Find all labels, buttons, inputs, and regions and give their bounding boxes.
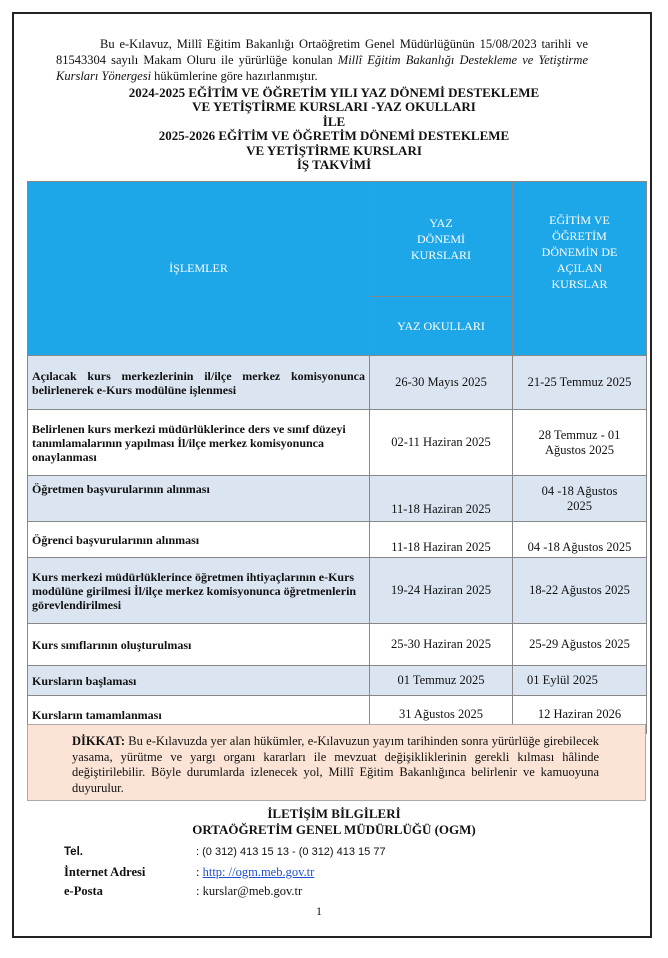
summer-date-cell: 31 Ağustos 2025 [370, 696, 513, 734]
tel-value: : (0 312) 413 15 13 - (0 312) 413 15 77 [196, 846, 386, 858]
operation-cell: Belirlenen kurs merkezi müdürlüklerince ders ve sınıf düzeyi tanımlamalarının yapılması İl/ilçe merkez komisyonunca onaylanması [28, 410, 370, 476]
operation-cell: Kurs merkezi müdürlüklerince öğretmen ihtiyaçlarının e-Kurs modülüne girilmesi İl/ilçe merkez komisyonunca öğretmenlerin görevlendirilmesi [28, 558, 370, 624]
term-date-cell: 18-22 Ağustos 2025 [513, 558, 647, 624]
summer-date-cell: 26-30 Mayıs 2025 [370, 356, 513, 410]
title-line-3: İLE [322, 113, 346, 129]
term-date-cell: 04 -18 Ağustos 2025 [513, 522, 647, 558]
table-row [28, 356, 647, 410]
table-row [28, 624, 647, 666]
mail-label: e-Posta [64, 884, 103, 898]
operation-cell: Öğretmen başvurularının alınması [28, 476, 370, 522]
intro-paragraph [56, 36, 588, 84]
header-term-courses: EĞİTİM VE ÖĞRETİM DÖNEMİN DE AÇILAN KURSLAR [513, 182, 647, 356]
intro-text-1: Bu e-Kılavuz, Millî Eğitim Bakanlığı Ortaöğretim Genel Müdürlüğünün 15/08/2023 tarihli ve 81543304 sayılı Makam Oluru ile yürürlüğe konulan [56, 37, 588, 67]
intro-directive-title: Millî Eğitim Bakanlığı Destekleme ve Yetiştirme Kursları Yönergesi [56, 53, 588, 83]
summer-date-cell: 01 Temmuz 2025 [370, 666, 513, 696]
website-link[interactable]: http: //ogm.meb.gov.tr [202, 865, 315, 879]
title-line-6: İŞ TAKVİMİ [296, 157, 372, 173]
term-date-cell: 28 Temmuz - 01 Ağustos 2025 [513, 410, 647, 476]
term-date-cell: 01 Eylül 2025 [513, 666, 647, 696]
term-date-cell: 25-29 Ağustos 2025 [513, 624, 647, 666]
table-row [28, 410, 647, 476]
schedule-table [27, 181, 647, 734]
term-date-cell: 04 -18 Ağustos 2025 [513, 476, 647, 522]
title-line-1: 2024-2025 EĞİTİM VE ÖĞRETİM YILI YAZ DÖNEMİ DESTEKLEME [128, 85, 540, 100]
table-row [28, 522, 647, 558]
summer-date-cell: 11-18 Haziran 2025 [370, 476, 513, 522]
page-number: 1 [316, 904, 322, 918]
tel-label: Tel. [64, 846, 83, 858]
header-operations: İŞLEMLER [28, 182, 370, 356]
header-row [28, 182, 647, 297]
table-row [28, 476, 647, 522]
operation-cell: Kurs sınıflarının oluşturulması [28, 624, 370, 666]
document-title [40, 86, 628, 172]
title-line-4: 2025-2026 EĞİTİM VE ÖĞRETİM DÖNEMİ DESTEKLEME [158, 128, 510, 144]
intro-text-2: hükümlerine göre hazırlanmıştır. [151, 69, 318, 83]
title-line-5: VE YETİŞTİRME KURSLARI [246, 142, 422, 158]
web-label: İnternet Adresi [64, 865, 146, 879]
contact-title-2: ORTAÖĞRETİM GENEL MÜDÜRLÜĞÜ (OGM) [192, 822, 476, 837]
summer-date-cell: 19-24 Haziran 2025 [370, 558, 513, 624]
operation-cell: Öğrenci başvurularının alınması [28, 522, 370, 558]
contact-heading [40, 806, 628, 838]
title-line-2: VE YETİŞTİRME KURSLARI -YAZ OKULLARI [192, 99, 476, 115]
table-row [28, 666, 647, 696]
notice-text: Bu e-Kılavuzda yer alan hükümler, e-Kılavuzun yayım tarihinden sonra yürürlüğe girebilecek yasama, yürütme ve yargı organı kararları ile mevzuat değişikliklerinin gerekli kılması hâlinde değiştirilebilir. Böyle durumlarda izlenecek yol, Millî Eğitim Bakanlığınca belirlenir ve kamuoyuna duyurulur. [72, 734, 599, 795]
mail-value: : kurslar@meb.gov.tr [196, 884, 303, 898]
term-date-cell: 21-25 Temmuz 2025 [513, 356, 647, 410]
table-row [28, 558, 647, 624]
term-date-cell: 12 Haziran 2026 [513, 696, 647, 734]
contact-title-1: İLETİŞİM BİLGİLERİ [267, 806, 401, 821]
header-summer-schools: YAZ OKULLARI [370, 297, 513, 356]
summer-date-cell: 02-11 Haziran 2025 [370, 410, 513, 476]
notice-label: DİKKAT: [72, 734, 126, 748]
summer-date-cell: 11-18 Haziran 2025 [370, 522, 513, 558]
notice-box [27, 724, 646, 801]
operation-cell: Kursların başlaması [28, 666, 370, 696]
header-summer-courses: YAZ DÖNEMİ KURSLARI [370, 182, 513, 297]
web-value: : http: //ogm.meb.gov.tr [196, 865, 315, 879]
operation-cell: Kursların tamamlanması [28, 696, 370, 734]
operation-cell: Açılacak kurs merkezlerinin il/ilçe merkez komisyonunca belirlenerek e-Kurs modülüne işlenmesi [28, 356, 370, 410]
summer-date-cell: 25-30 Haziran 2025 [370, 624, 513, 666]
